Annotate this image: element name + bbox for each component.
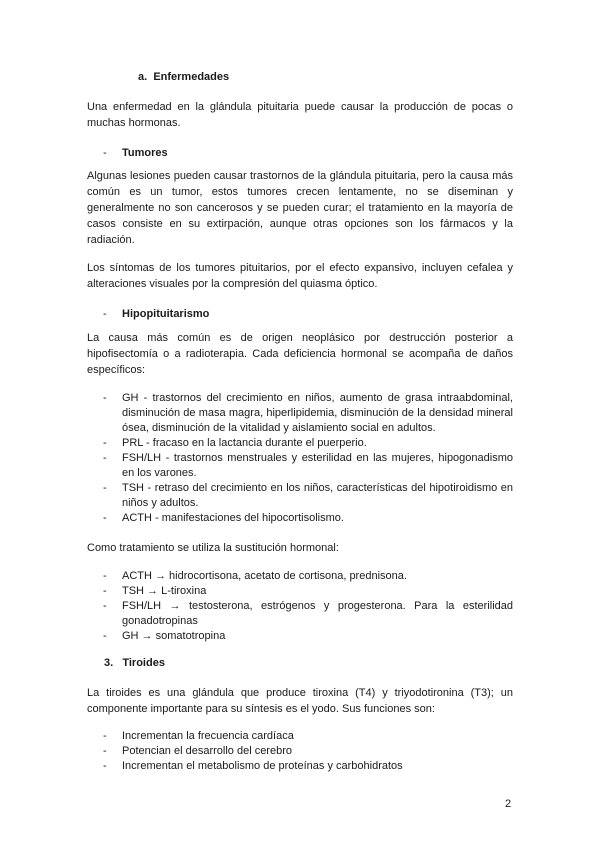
- list-item: - GH - trastornos del crecimiento en niños, aumento de grasa intraabdominal, disminución de masa magra, hiperlipidemia, disminución de la densidad mineral ósea, disminución de la vitalidad y aislamiento social en adultos.: [103, 392, 513, 434]
- tumores-paragraph-2: Los síntomas de los tumores pituitarios, por el efecto expansivo, incluyen cefalea y alteraciones visuales por la compresión del quiasma óptico.: [87, 262, 513, 290]
- section-a-label: a.: [138, 71, 148, 83]
- tumores-dash: -: [103, 147, 107, 159]
- hipopituitarismo-paragraph: La causa más común es de origen neoplásico por destrucción posterior a hipofisectomía o a radioterapia. Cada deficiencia hormonal se acompaña de daños específicos:: [87, 332, 513, 376]
- tiroides-functions-list: [87, 729, 513, 774]
- tiroides-paragraph: La tiroides es una glándula que produce tiroxina (T4) y triyodotironina (T3); un componente importante para su síntesis es el yodo. Sus funciones son:: [87, 687, 513, 715]
- list-item: - PRL - fracaso en la lactancia durante el puerperio.: [103, 437, 367, 449]
- section-a-heading: [138, 69, 229, 85]
- intro-paragraph: Una enfermedad en la glándula pituitaria puede causar la producción de pocas o muchas hormonas.: [87, 101, 513, 129]
- list-item: - TSH → L-tiroxina: [103, 585, 207, 597]
- treatment-list: [87, 569, 513, 644]
- tumores-heading: Tumores: [122, 147, 168, 159]
- page-number: 2: [505, 798, 512, 810]
- list-item: - TSH - retraso del crecimiento en los niños, características del hipotiroidismo en niños y adultos.: [103, 482, 513, 509]
- tiroides-title: Tiroides: [122, 657, 165, 669]
- deficiency-list: [87, 391, 513, 526]
- list-item: - Incrementan el metabolismo de proteínas y carbohidratos: [103, 760, 403, 772]
- list-item: - GH → somatotropina: [103, 630, 226, 642]
- list-item: - Incrementan la frecuencia cardíaca: [103, 730, 294, 742]
- list-item: - FSH/LH → testosterona, estrógenos y progesterona. Para la esterilidad gonadotropinas: [103, 600, 513, 627]
- hipopituitarismo-dash: -: [103, 308, 107, 320]
- section-a-title: Enfermedades: [153, 71, 230, 83]
- list-item: - Potencian el desarrollo del cerebro: [103, 745, 292, 757]
- list-item: - ACTH - manifestaciones del hipocortisolismo.: [103, 512, 344, 524]
- tiroides-heading: [104, 655, 165, 671]
- list-item: - ACTH → hidrocortisona, acetato de cortisona, prednisona.: [103, 570, 407, 582]
- tumores-paragraph-1: Algunas lesiones pueden causar trastornos de la glándula pituitaria, pero la causa más común es un tumor, estos tumores crecen lentamente, no se diseminan y generalmente no son cancerosos y se pueden curar; el tratamiento en la mayoría de casos consiste en su extirpación, aunque otras opciones son los fármacos y la radiación.: [87, 170, 513, 246]
- tiroides-label: 3.: [104, 657, 114, 669]
- hipopituitarismo-heading: Hipopituitarismo: [122, 308, 210, 320]
- list-item: - FSH/LH - trastornos menstruales y esterilidad en las mujeres, hipogonadismo en los varones.: [103, 452, 513, 479]
- treatment-intro: Como tratamiento se utiliza la sustitución hormonal:: [87, 542, 339, 554]
